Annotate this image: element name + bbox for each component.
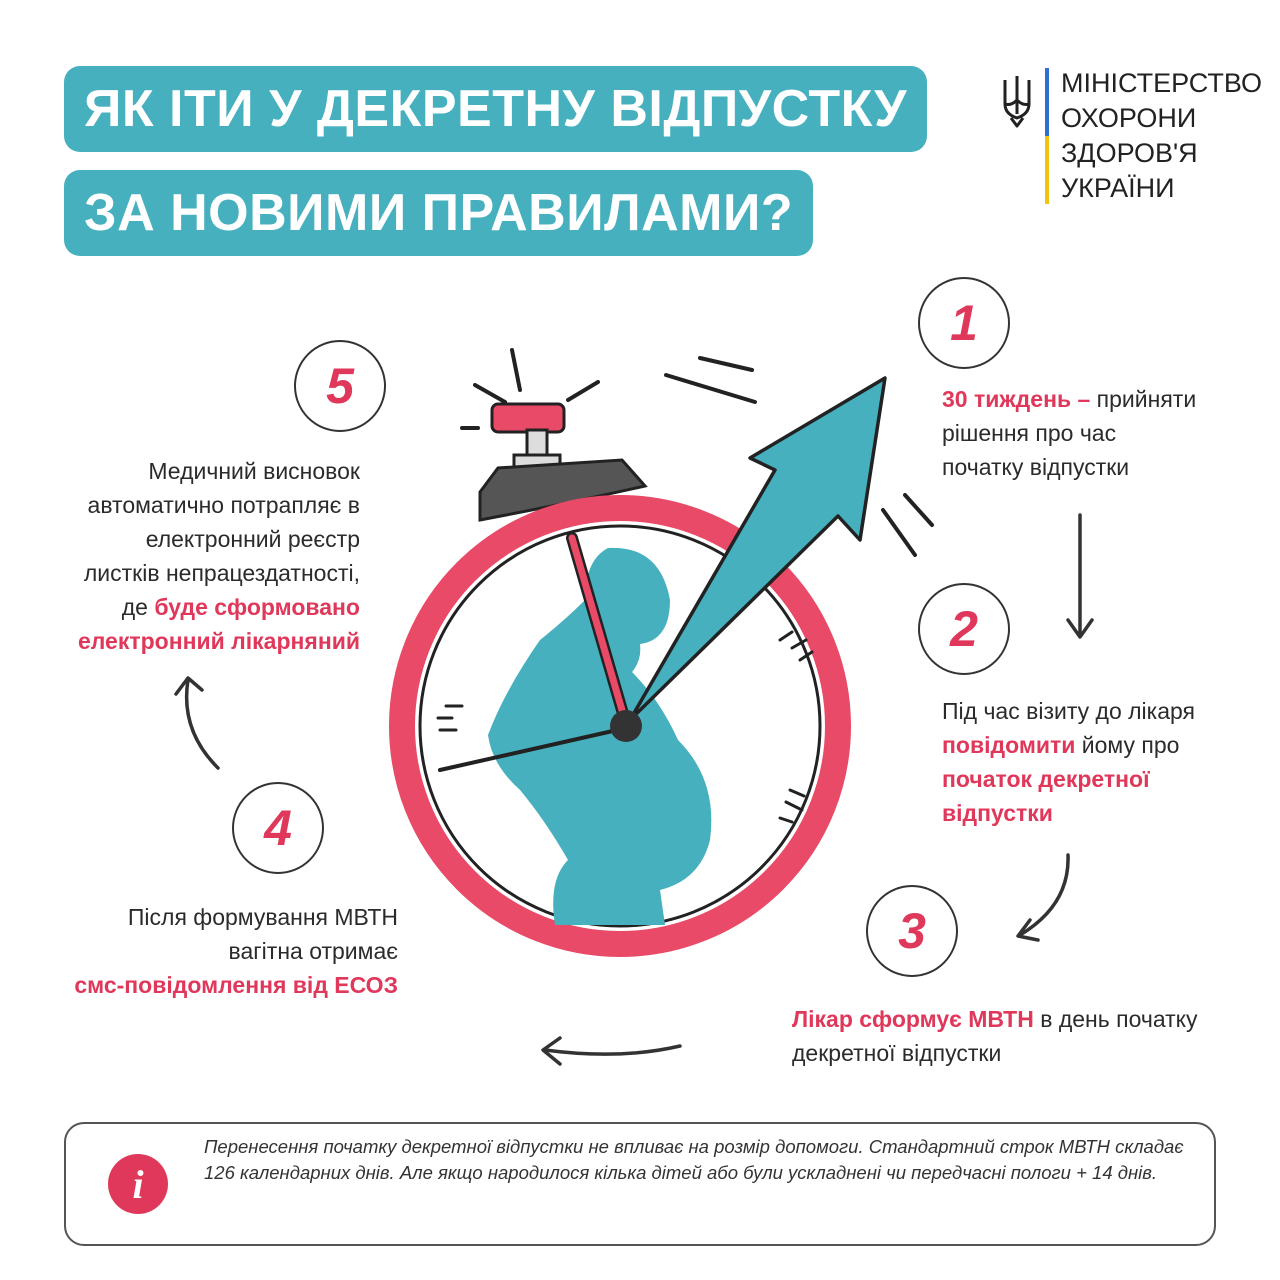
step-1-number: 1 bbox=[918, 277, 1010, 369]
page-title-line-1: ЯК ІТИ У ДЕКРЕТНУ ВІДПУСТКУ bbox=[64, 66, 927, 152]
ministry-name-2: ОХОРОНИ bbox=[1061, 103, 1197, 133]
info-icon: i bbox=[108, 1154, 168, 1214]
step-2-text: Під час візиту до лікаря повідомити йому про початок декретної відпустки bbox=[942, 698, 1195, 826]
step-1-highlight: 30 тиждень – bbox=[942, 386, 1091, 412]
page-title-line-2: ЗА НОВИМИ ПРАВИЛАМИ? bbox=[64, 170, 813, 256]
info-text: Перенесення початку декретної відпустки не впливає на розмір допомоги. Стандартний строк МВТН складає 126 календарних днів. Але якщо народилося кілька дітей або були ускладнені чи передчасні пологи + 14 днів. bbox=[204, 1136, 1184, 1183]
step-2-number: 2 bbox=[918, 583, 1010, 675]
step-3-number: 3 bbox=[866, 885, 958, 977]
ministry-name-3: ЗДОРОВ'Я bbox=[1061, 138, 1198, 168]
stopwatch-button bbox=[492, 404, 564, 432]
step-5-text: Медичний висновок автоматично потрапляє в електронний реєстр листків непрацездатності, де буде сформовано електронний лікарняний bbox=[77, 458, 360, 654]
clock-center bbox=[610, 710, 642, 742]
ministry-name-1: МІНІСТЕРСТВО bbox=[1061, 68, 1263, 98]
step-4-text: Після формування МВТН вагітна отримає смс-повідомлення від ЕСОЗ bbox=[74, 904, 398, 998]
step-3-text: Лікар сформує МВТН в день початку декретної відпустки bbox=[792, 1006, 1198, 1066]
step-5-number: 5 bbox=[294, 340, 386, 432]
step-4-number: 4 bbox=[232, 782, 324, 874]
step-1-text: 30 тиждень – прийняти рішення про час початку відпустки bbox=[942, 386, 1197, 480]
info-box bbox=[64, 1122, 1216, 1246]
ministry-name-4: УКРАЇНИ bbox=[1061, 173, 1175, 203]
